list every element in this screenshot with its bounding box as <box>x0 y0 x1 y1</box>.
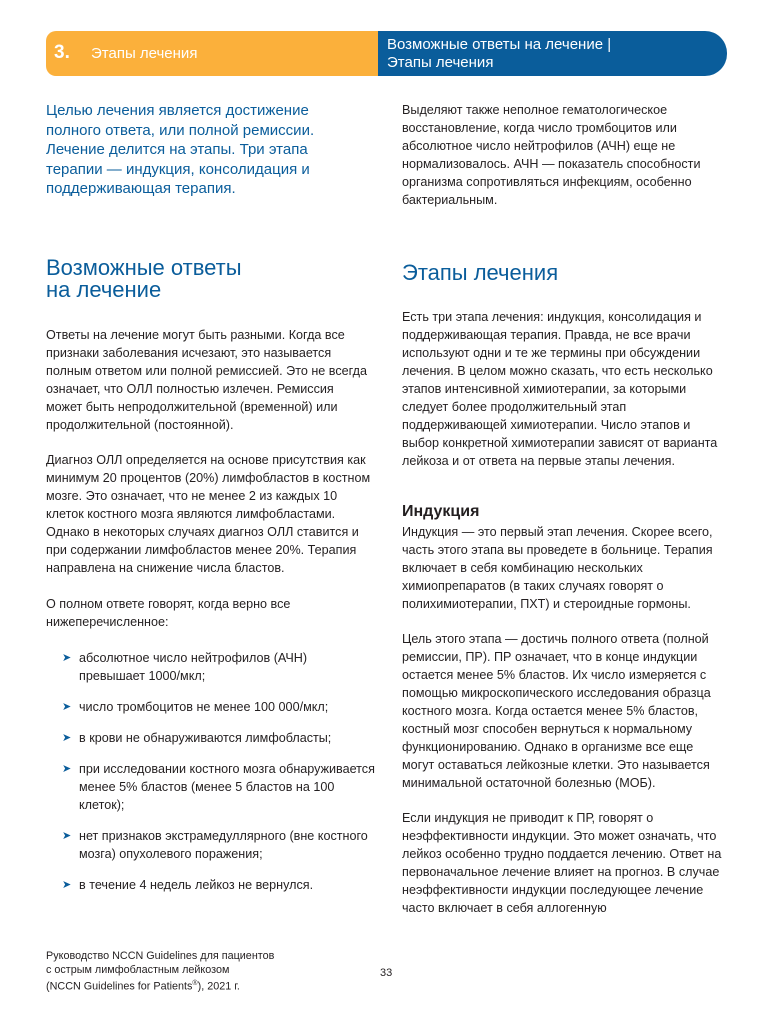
section-title: Этапы лечения <box>91 45 198 62</box>
footer-citation <box>46 949 346 994</box>
page-header <box>46 31 727 76</box>
chevron-right-icon: ➤ <box>62 830 72 842</box>
chevron-right-icon: ➤ <box>62 879 72 891</box>
heading-treatment-stages: Этапы лечения <box>402 260 559 285</box>
page-title-line1: Возможные ответы на лечение | <box>387 36 612 53</box>
chevron-right-icon: ➤ <box>62 701 72 713</box>
list-item: ➤ абсолютное число нейтрофилов (АЧН) превышает 1000/мкл; <box>62 651 308 683</box>
page-title-line2: Этапы лечения <box>387 54 494 71</box>
lead-paragraph: Целью лечения является достижение полного ответа, или полной ремиссии. Лечение делится на этапы. Три этапа терапии — индукция, консолидация и поддерживающая терапия. <box>46 102 315 198</box>
footer-line1: Руководство NCCN Guidelines для пациентов <box>46 950 275 962</box>
paragraph-induction-1: Индукция — это первый этап лечения. Скорее всего, часть этого этапа вы проведете в больнице. Терапия включает в себя комбинацию нескольких химиопрепаратов (в таких случаях говорят о полихимиотерапии, ПХТ) и стероидные гормоны. <box>402 525 713 611</box>
paragraph-incomplete-recovery: Выделяют также неполное гематологическое восстановление, когда число тромбоцитов или абсолютное число нейтрофилов (АЧН) еще не нормализовалось. АЧН — показатель способности организма сопротивляться инфекциям, особенно бактериальным. <box>402 103 701 207</box>
registered-mark: ® <box>192 980 198 987</box>
list-item: ➤ при исследовании костного мозга обнаруживается менее 5% бластов (менее 5 бластов на 100 клеток); <box>62 762 375 812</box>
page-number: 33 <box>380 967 393 979</box>
heading-responses-line1: Возможные ответы <box>46 255 242 280</box>
list-item: ➤ нет признаков экстрамедуллярного (вне костного мозга) опухолевого поражения; <box>62 829 368 861</box>
criteria-list <box>46 649 376 907</box>
paragraph-induction-2: Цель этого этапа — достичь полного ответа (полной ремиссии, ПР). ПР означает, что в конце индукции остается менее 5% бластов. Их число измеряется с помощью микроскопического исследования образца костного мозга. Когда остается менее 5% бластов, костный мозг способен вернуться к нормальному функционированию. Однако в организме все еще могут оставаться лейкозные клетки. Это называется минимальной остаточной болезнью (МОБ). <box>402 632 711 790</box>
chevron-right-icon: ➤ <box>62 763 72 775</box>
heading-responses-line2: на лечение <box>46 277 162 302</box>
section-number: 3. <box>54 42 70 63</box>
list-item: ➤ в течение 4 недель лейкоз не вернулся. <box>62 878 314 892</box>
list-item: ➤ число тромбоцитов не менее 100 000/мкл; <box>62 700 329 714</box>
paragraph-induction-3: Если индукция не приводит к ПР, говорят о неэффективности индукции. Это может означать, что лейкоз особенно трудно поддается лечению. Ответ на первоначальное лечение влияет на прогноз. В случае неэффективности индукции последующее лечение часто включает в себя аллогенную <box>402 811 722 915</box>
footer-line2: с острым лимфобластным лейкозом <box>46 964 230 976</box>
paragraph-diagnosis: Диагноз ОЛЛ определяется на основе присутствия как минимум 20 процентов (20%) лимфобластов в костном мозге. Это означает, что не менее 2 из каждых 10 клеток костного мозга являются лимфобластами. Однако в некоторых случаях диагноз ОЛЛ ставится и при содержании лимфобластов менее 20%. Терапия направлена на снижение числа бластов. <box>46 453 371 575</box>
footer-line3: (NCCN Guidelines for Patients®), 2021 г. <box>46 980 240 993</box>
subheading-induction: Индукция <box>402 503 480 520</box>
paragraph-complete-response: О полном ответе говорят, когда верно все нижеперечисленное: <box>46 597 291 629</box>
paragraph-responses: Ответы на лечение могут быть разными. Когда все признаки заболевания исчезают, это называется полным ответом или полной ремиссией. Это не всегда означает, что ОЛЛ полностью излечен. Ремиссия может быть непродолжительной (временной) или продолжительной (постоянной). <box>46 328 368 432</box>
page-title <box>387 36 707 72</box>
chevron-right-icon: ➤ <box>62 732 72 744</box>
heading-responses <box>46 257 371 301</box>
chevron-right-icon: ➤ <box>62 652 72 664</box>
page-title-tab <box>378 31 727 76</box>
list-item: ➤ в крови не обнаруживаются лимфобласты; <box>62 731 332 745</box>
paragraph-stages: Есть три этапа лечения: индукция, консолидация и поддерживающая терапия. Правда, не все врачи используют одни и те же термины при обсуждении лечения. В целом можно сказать, что есть несколько этапов интенсивной химиотерапии, за которыми следует более продолжительный этап поддерживающей химиотерапии. Число этапов и выбор конкретной химиотерапии зависят от варианта лейкоза и от ответа на первые этапы лечения. <box>402 310 718 468</box>
section-tab <box>46 31 378 76</box>
